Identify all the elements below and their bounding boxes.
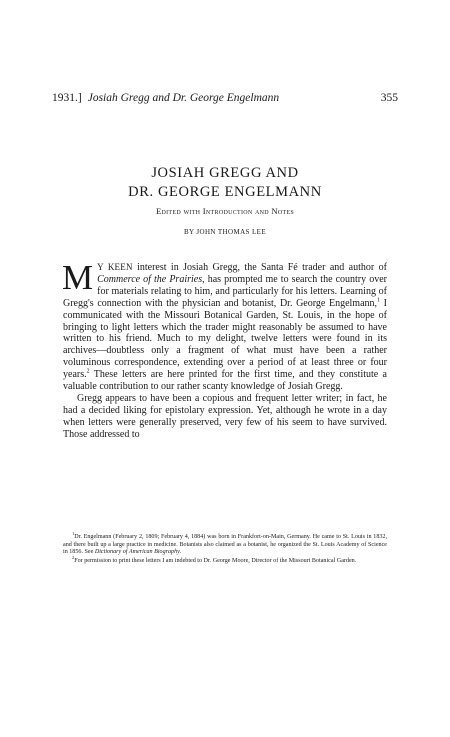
running-head-year: 1931.]	[52, 92, 82, 104]
drop-cap: M	[62, 258, 94, 297]
article-subtitle: Edited with Introduction and Notes	[155, 206, 295, 216]
lead-in: Y KEEN	[97, 262, 133, 272]
footnote-2-text: For permission to print these letters I am indebted to Dr. George Moore, Director of the Missouri Botanical Garden.	[74, 557, 357, 564]
article-title	[60, 164, 390, 202]
body-text-1d: These letters are here printed for the first time, and they constitute a valuable contribution to our rather scanty knowledge of Josiah Gregg.	[63, 369, 387, 393]
body-text-1a: interest in Josiah Gregg, the Santa Fé trader and author of	[132, 262, 387, 273]
running-head-left	[52, 92, 279, 104]
body-paragraph-1	[62, 258, 387, 393]
article-title-line2: DR. GEORGE ENGELMANN	[128, 184, 322, 200]
footnote-1	[63, 531, 387, 557]
body-paragraph-2: Gregg appears to have been a copious and frequent letter writer; in fact, he had a decided liking for epistolary expression. Yet, although he wrote in a day when letters were generally preserved, very few of his seem to have survived. Those addressed to	[63, 392, 387, 440]
footnote-1-text: Dr. Engelmann (February 2, 1809; February 4, 1884) was born in Frankfort-on-Main, Germany. He came to St. Louis in 1832, and there built up a large practice in medicine. Botanists also claimed as a botanist, he organized the St. Louis Academy of Science in 1856. See	[63, 534, 387, 556]
footnote-1-italic: Dictionary of American Biography	[94, 549, 180, 556]
footnote-1-mark: 1	[72, 531, 75, 536]
running-head	[52, 92, 398, 104]
footnote-ref-2: 2	[86, 368, 90, 375]
footnote-2	[63, 554, 387, 566]
article-body	[62, 258, 387, 441]
page-number: 355	[380, 92, 398, 104]
book-title-italic: Commerce of the Prairies	[97, 273, 203, 285]
body-text-1b: , has prompted me to search the country over for materials relating to him, and particularly for his letters. Learning of Gregg's connection with the physician and botanist, Dr. George Engelmann,	[63, 273, 387, 309]
footnotes	[63, 531, 387, 566]
byline: BY JOHN THOMAS LEE	[183, 228, 267, 236]
article-title-line1: JOSIAH GREGG AND	[151, 165, 299, 181]
footnote-1-end: .	[179, 549, 182, 556]
body-text-1c: I communicated with the Missouri Botanical Garden, St. Louis, in the hope of bringing to light letters which the trader might reasonably be assumed to have written to his friend. Much to my delight, twelve letters were found in its archives—doubtless only a fragment of what must have been a rather voluminous correspondence, extending over a period of at least three or four years.	[63, 297, 387, 381]
running-head-title: Josiah Gregg and Dr. George Engelmann	[87, 92, 280, 104]
footnote-ref-1: 1	[377, 297, 381, 304]
footnote-2-mark: 2	[72, 554, 75, 560]
